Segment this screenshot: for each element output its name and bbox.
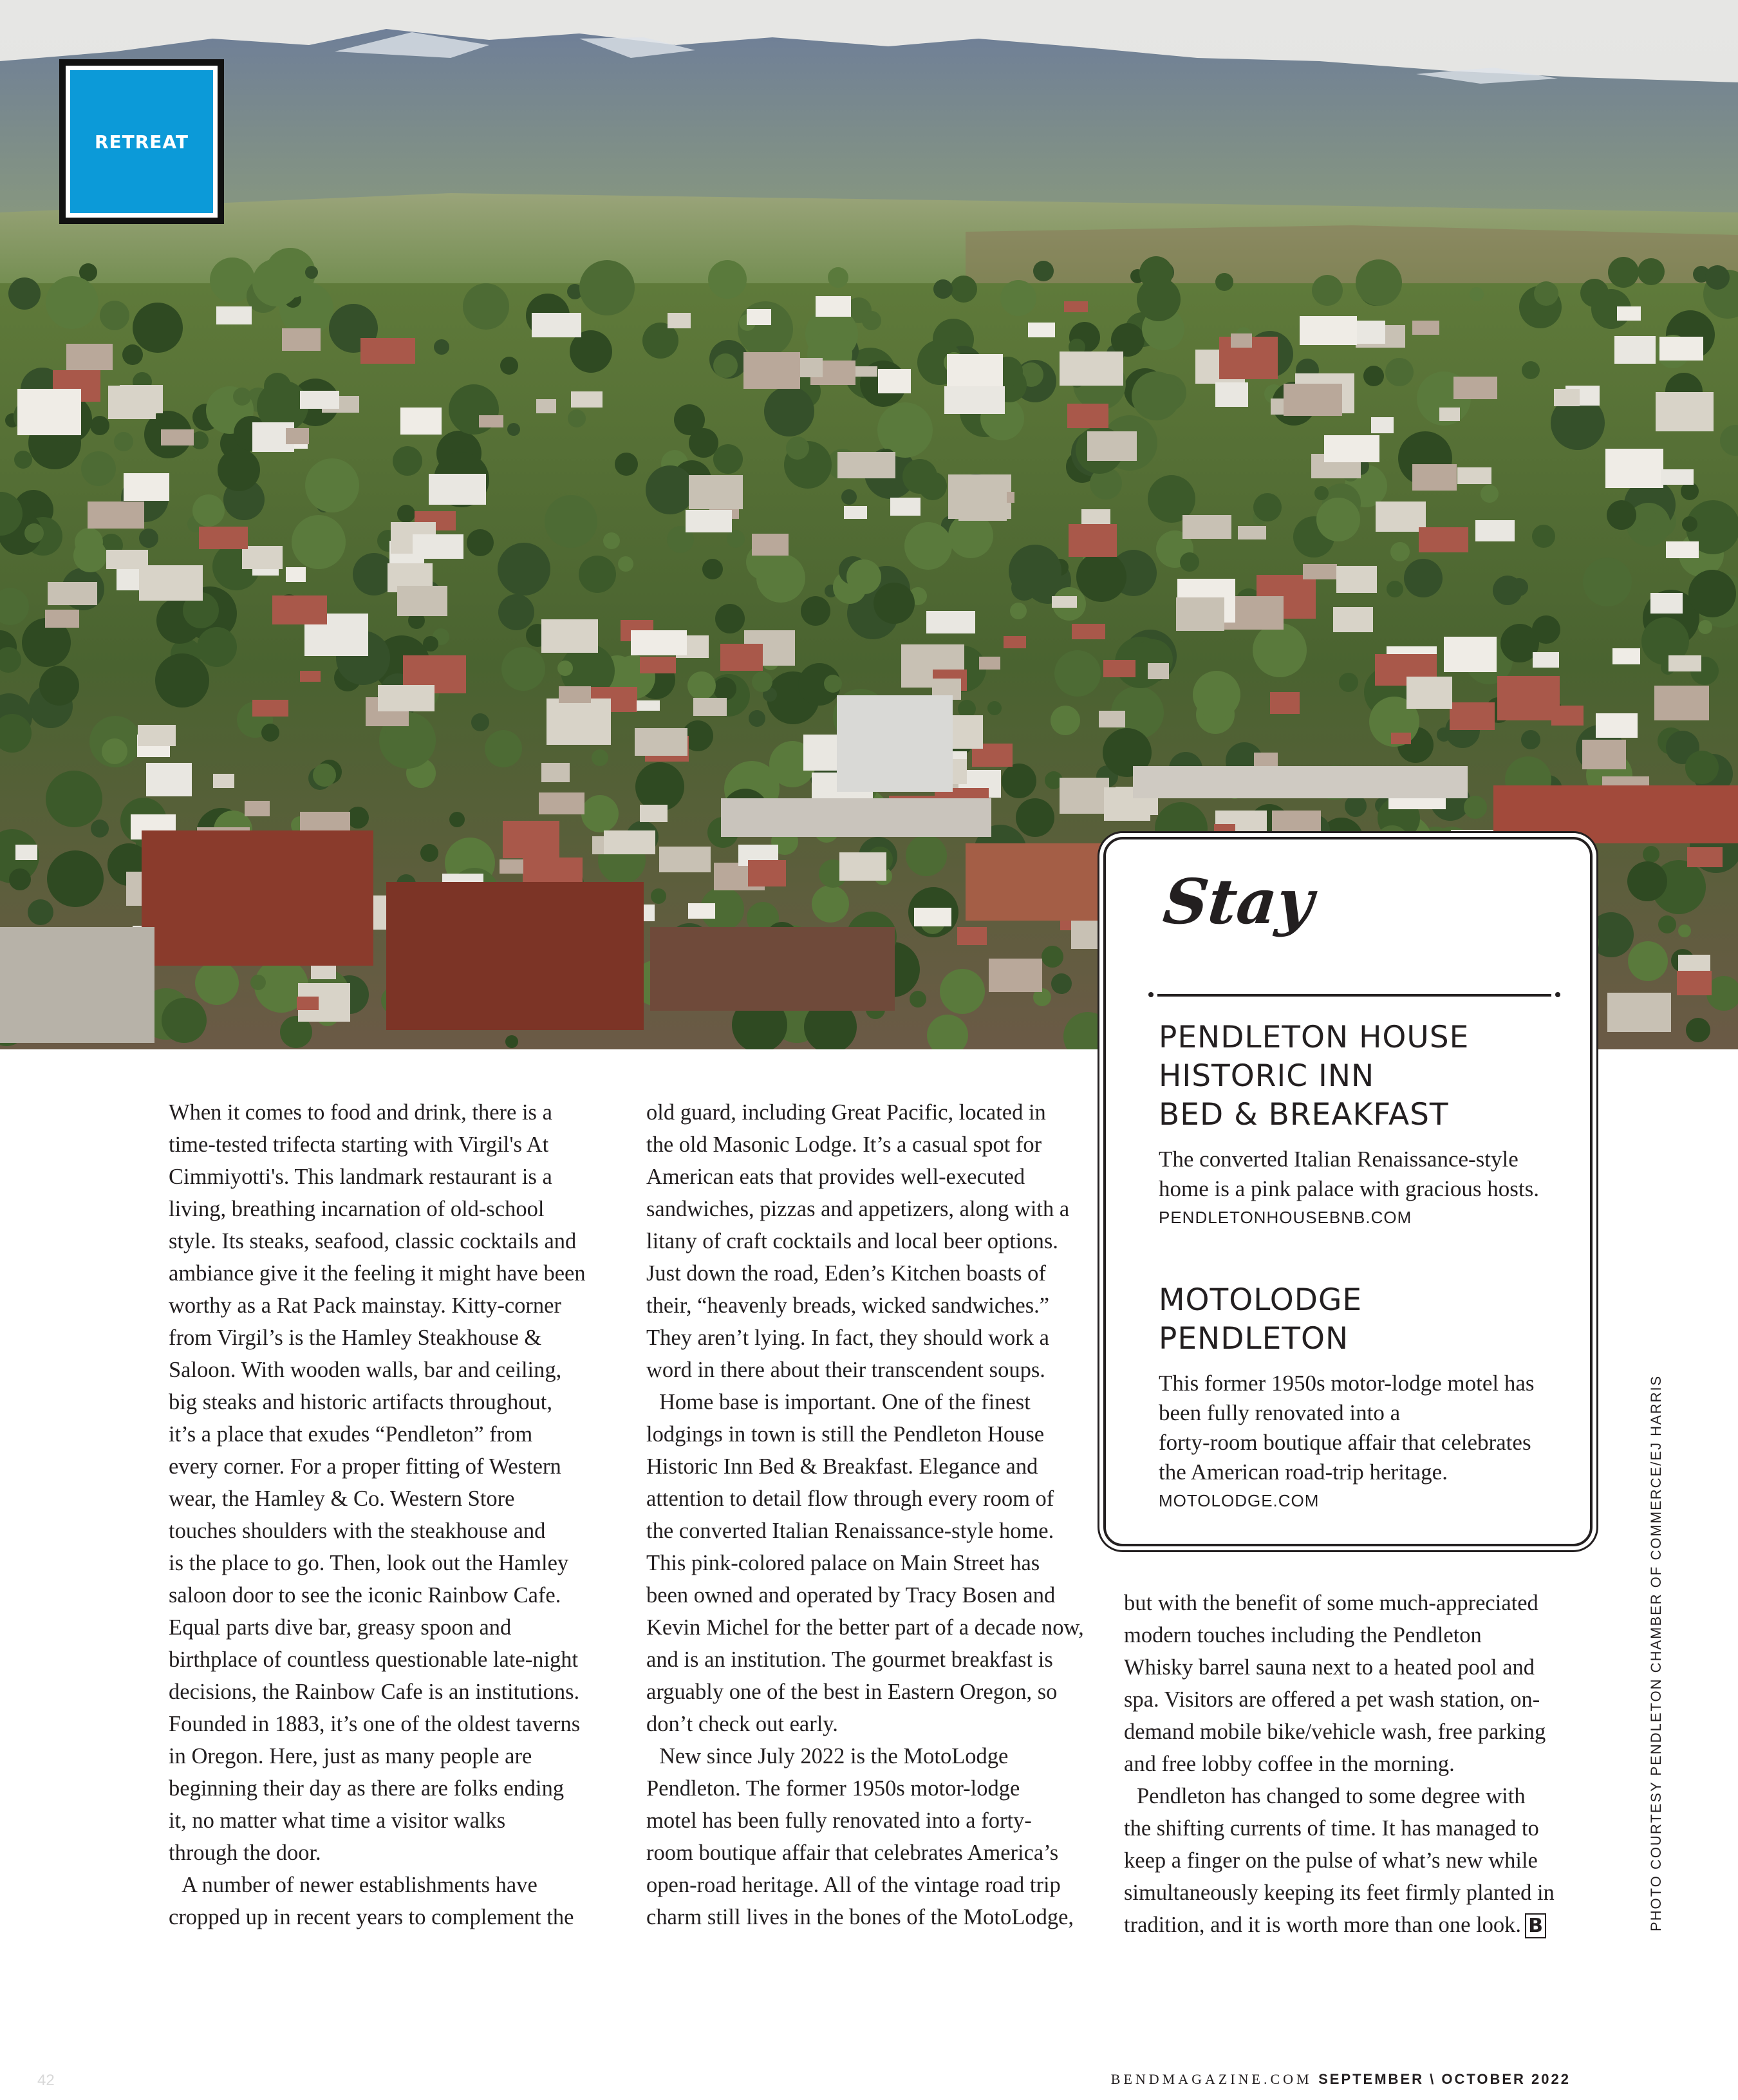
listing-description: The converted Italian Renaissance-style home is a pink palace with gracious hosts.	[1159, 1147, 1539, 1201]
divider	[1157, 994, 1551, 997]
paragraph: old guard, including Great Pacific, located in the old Masonic Lodge. It’s a casual spot for American eats that provides well-executed sandwiches, pizzas and appetizers, along with a litany of craft cocktails and local beer options. Just down the road, Eden’s Kitchen boasts of their, “heavenly breads, wicked sandwiches.” They aren’t lying. In fact, they should work a word in there about their transcendent soups.	[646, 1100, 1070, 1382]
listing-name: MOTOLODGE PENDLETON	[1159, 1282, 1363, 1356]
listing-url-link[interactable]: MOTOLODGE.COM	[1159, 1491, 1320, 1510]
section-label: RETREAT	[94, 131, 189, 153]
listing-motolodge	[1159, 1281, 1571, 1511]
page-number: 42	[37, 2072, 55, 2089]
listing-pendleton-house	[1159, 1018, 1571, 1228]
paragraph: Pendleton has changed to some degree with the shifting currents of time. It has managed to keep a finger on the pulse of what’s new while simultaneously keeping its feet firmly planted in tradition, and it is worth more than one look.	[1124, 1784, 1555, 1937]
stay-sidebar	[1103, 837, 1593, 1546]
photo-credit: PHOTO COURTESY PENDLETON CHAMBER OF COMMERCE/EJ HARRIS	[1648, 1374, 1664, 1931]
footer-issue: SEPTEMBER \ OCTOBER 2022	[1318, 2071, 1571, 2087]
paragraph: but with the benefit of some much-appreciated modern touches including the Pendleton Whisky barrel sauna next to a heated pool and spa. Visitors are offered a pet wash station, on- demand mobile bike/vehicle wash, free parking and free lobby coffee in the morning.	[1124, 1591, 1546, 1776]
paragraph: A number of newer establishments have cropped up in recent years to complement the	[169, 1873, 574, 1929]
section-badge	[59, 59, 224, 224]
paragraph: Home base is important. One of the finest lodgings in town is still the Pendleton House Historic Inn Bed & Breakfast. Elegance and attention to detail flow through every room of the converted Italian Renaissance-style home. This pink-colored palace on Main Street has been owned and operated by Tracy Bosen and Kevin Michel for the better part of a decade now, and is an institution. The gourmet breakfast is arguably one of the best in Eastern Oregon, so don’t check out early.	[646, 1390, 1084, 1736]
listing-description: This former 1950s motor-lodge motel has been fully renovated into a forty-room boutique affair that celebrates the American road-trip heritage.	[1159, 1371, 1535, 1485]
article-column-2	[646, 1096, 1110, 1933]
sidebar-title: Stay	[1160, 865, 1317, 938]
article-column-3	[1124, 1587, 1587, 1941]
listing-name: PENDLETON HOUSE HISTORIC INN BED & BREAKFAST	[1159, 1020, 1470, 1132]
footer	[1111, 2071, 1571, 2088]
listing-url-link[interactable]: PENDLETONHOUSEBNB.COM	[1159, 1208, 1412, 1227]
paragraph: New since July 2022 is the MotoLodge Pendleton. The former 1950s motor-lodge motel has been fully renovated into a forty- room boutique affair that celebrates America’s open-road heritage. All of the vintage road trip charm still lives in the bones of the MotoLodge,	[646, 1744, 1074, 1929]
section-badge-panel	[66, 66, 218, 218]
paragraph: When it comes to food and drink, there is a time-tested trifecta starting with Virgil's At Cimmiyotti's. This landmark restaurant is a living, breathing incarnation of old-school style. Its steaks, seafood, classic cocktails and ambiance give it the feeling it might have been worthy as a Rat Pack mainstay. Kitty-corner from Virgil’s is the Hamley Steakhouse & Saloon. With wooden walls, bar and ceiling, big steaks and historic artifacts throughout, it’s a place that exudes “Pendleton” from every corner. For a proper fitting of Western wear, the Hamley & Co. Western Store touches shoulders with the steakhouse and is the place to go. Then, look out the Hamley saloon door to see the iconic Rainbow Cafe. Equal parts dive bar, greasy spoon and birthplace of countless questionable late-night decisions, the Rainbow Cafe is an institutions. Founded in 1883, it’s one of the oldest taverns in Oregon. Here, just as many people are beginning their day as there are folks ending it, no matter what time a visitor walks through the door.	[169, 1100, 586, 1865]
article-column-1	[169, 1096, 626, 1933]
end-mark-icon: B	[1525, 1913, 1546, 1938]
footer-site-link[interactable]: BENDMAGAZINE.COM	[1110, 2071, 1313, 2087]
